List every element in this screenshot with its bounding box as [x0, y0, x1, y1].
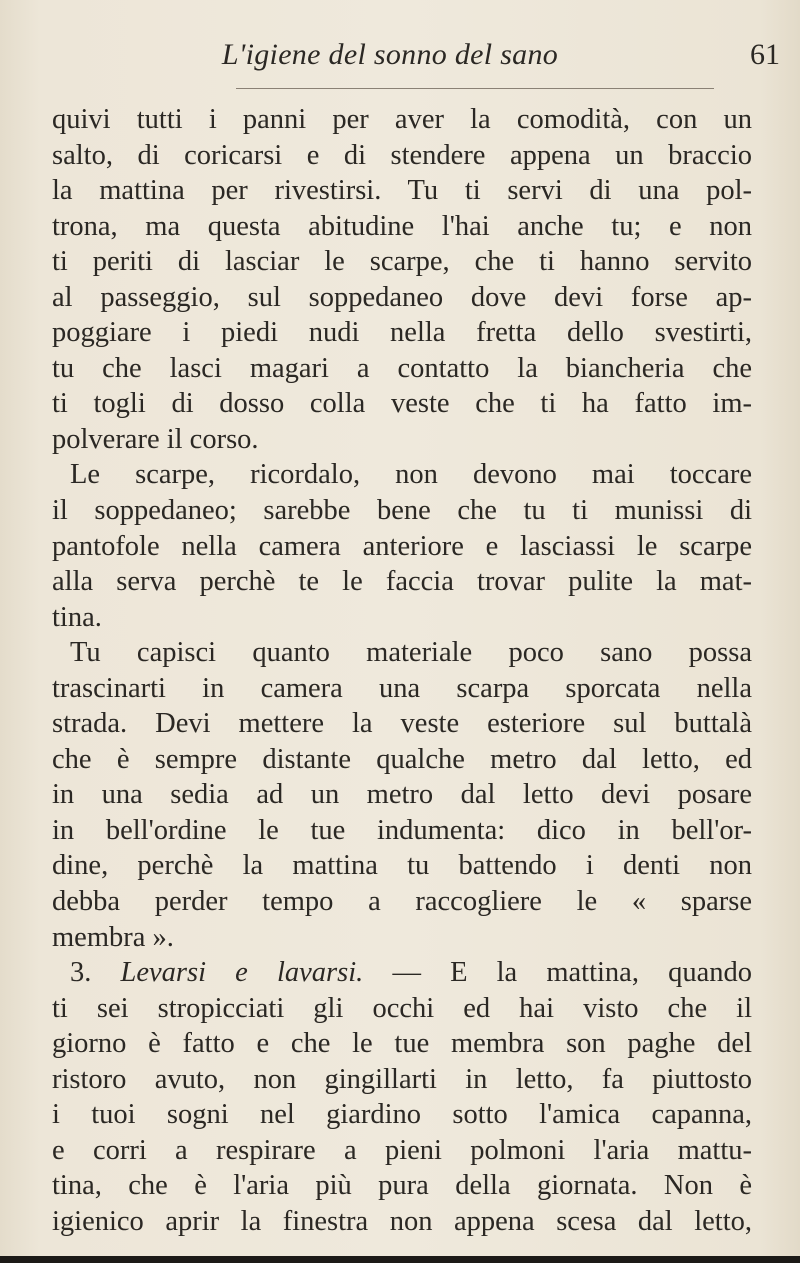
text-line: strada. Devi mettere la veste esteriore sul buttalà: [52, 708, 752, 740]
text-line: ti togli di dosso colla veste che ti ha fatto im-: [52, 388, 752, 420]
page-header: [50, 38, 780, 84]
page-bottom-edge: [0, 1256, 800, 1263]
header-rule: [236, 88, 714, 89]
text-line: poggiare i piedi nudi nella fretta dello svestirti,: [52, 317, 752, 349]
text-line: dine, perchè la mattina tu battendo i denti non: [52, 850, 752, 882]
text-line: Le scarpe, ricordalo, non devono mai toccare: [70, 459, 752, 491]
text-line: polverare il corso.: [52, 423, 259, 455]
section-title: Levarsi e lavarsi.: [120, 957, 364, 989]
body-text: [52, 102, 752, 1240]
section-first-line: — E la mattina, quando: [392, 957, 753, 989]
page-number: 61: [750, 38, 780, 71]
text-line: Tu capisci quanto materiale poco sano possa: [70, 637, 752, 669]
text-line: tu che lasci magari a contatto la biancheria che: [52, 352, 752, 384]
text-line: ti sei stropicciati gli occhi ed hai visto che il: [52, 992, 752, 1024]
text-line: e corri a respirare a pieni polmoni l'aria mattu-: [52, 1134, 752, 1166]
running-title: L'igiene del sonno del sano: [221, 38, 559, 71]
text-line: debba perder tempo a raccogliere le « sparse: [52, 886, 752, 918]
section-heading-line: [52, 955, 752, 991]
text-line: in bell'ordine le tue indumenta: dico in bell'or-: [52, 814, 752, 846]
text-line: trona, ma questa abitudine l'hai anche tu; e non: [52, 210, 752, 242]
text-line: pantofole nella camera anteriore e lasciassi le scarpe: [52, 530, 752, 562]
text-line: membra ».: [52, 921, 174, 953]
text-line: al passeggio, sul soppedaneo dove devi forse ap-: [52, 281, 752, 313]
text-line: quivi tutti i panni per aver la comodità, con un: [52, 104, 752, 135]
text-line: giorno è fatto e che le tue membra son paghe del: [52, 1028, 752, 1060]
text-line: che è sempre distante qualche metro dal letto, ed: [52, 743, 752, 775]
text-line: trascinarti in camera una scarpa sporcata nella: [52, 672, 752, 704]
text-line: igienico aprir la finestra non appena scesa dal letto,: [52, 1205, 752, 1237]
text-line: salto, di coricarsi e di stendere appena un braccio: [52, 139, 752, 171]
text-line: ristoro avuto, non gingillarti in letto, fa piuttosto: [52, 1063, 752, 1095]
text-line: tina.: [52, 601, 102, 633]
text-line: il soppedaneo; sarebbe bene che tu ti munissi di: [52, 495, 752, 527]
section-number: 3.: [70, 957, 92, 989]
text-line: in una sedia ad un metro dal letto devi posare: [52, 779, 752, 811]
text-line: la mattina per rivestirsi. Tu ti servi di una pol-: [52, 175, 752, 207]
text-line: alla serva perchè te le faccia trovar pulite la mat-: [52, 566, 752, 598]
text-line: tina, che è l'aria più pura della giornata. Non è: [52, 1170, 752, 1202]
text-line: i tuoi sogni nel giardino sotto l'amica capanna,: [52, 1099, 752, 1131]
text-line: ti periti di lasciar le scarpe, che ti hanno servito: [52, 246, 752, 278]
